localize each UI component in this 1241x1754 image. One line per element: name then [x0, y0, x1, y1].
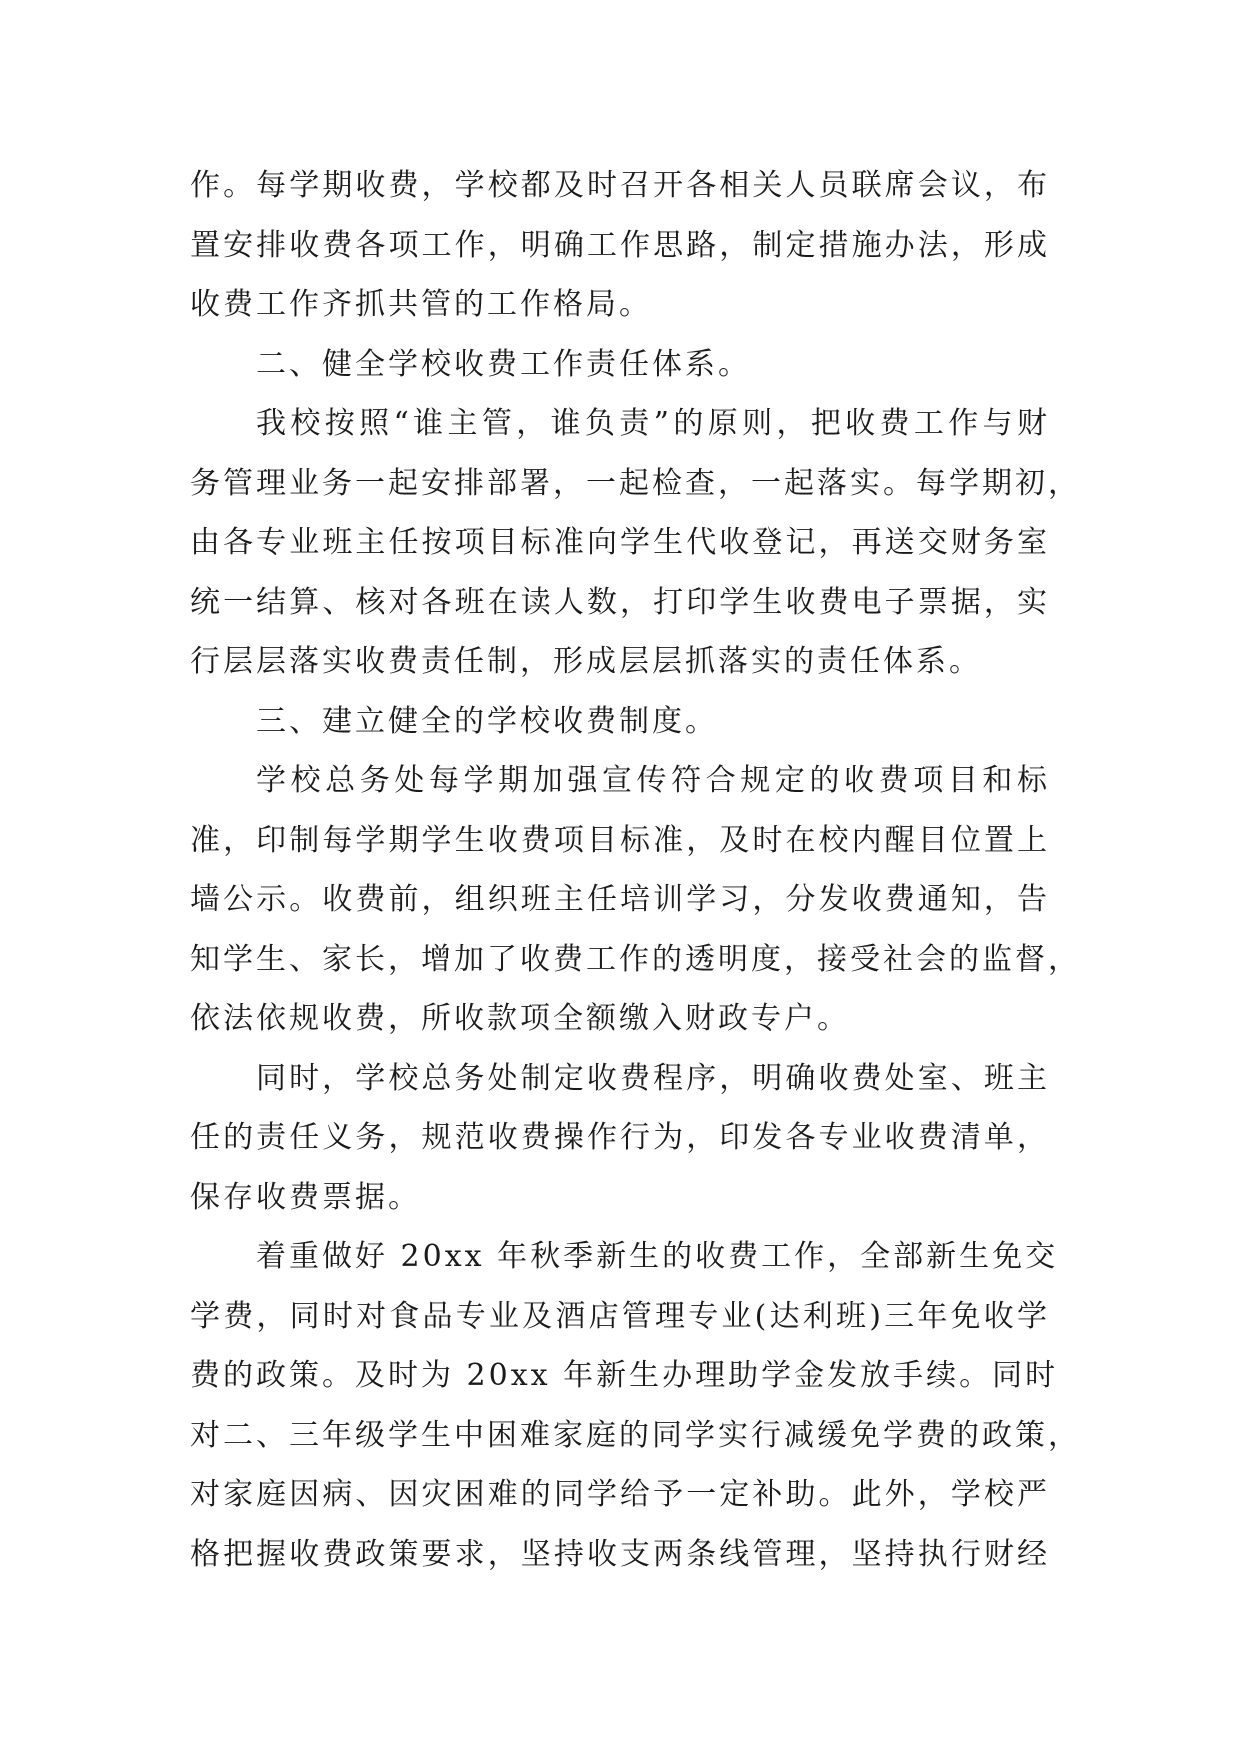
text-line: 学校总务处每学期加强宣传符合规定的收费项目和标 — [256, 763, 1050, 798]
text-line: 学费，同时对食品专业及酒店管理专业(达利班)三年免收学 — [190, 1298, 1050, 1334]
text-line: 保存收费票据。 — [190, 1179, 421, 1215]
text-line: 置安排收费各项工作，明确工作思路，制定措施办法，形成 — [190, 227, 1050, 263]
text-line: 同时，学校总务处制定收费程序，明确收费处室、班主 — [256, 1060, 1050, 1096]
text-line: 收费工作齐抓共管的工作格局。 — [190, 287, 652, 322]
text-line: 统一结算、核对各班在读人数，打印学生收费电子票据，实 — [190, 584, 1050, 620]
paragraph — [190, 751, 1081, 1049]
text-line: 对二、三年级学生中困难家庭的同学实行减缓免学费的政策， — [190, 1417, 1081, 1453]
text-line: 任的责任义务，规范收费操作行为，印发各专业收费清单， — [190, 1120, 1050, 1155]
paragraph — [190, 692, 1050, 752]
paragraph — [190, 156, 1050, 335]
text-line: 准，印制每学期学生收费项目标准，及时在校内醒目位置上 — [190, 822, 1050, 858]
paragraph — [190, 1227, 1081, 1584]
text-line: 依法依规收费，所收款项全额缴入财政专户。 — [190, 1001, 850, 1036]
text-line: 务管理业务一起安排部署，一起检查，一起落实。每学期初， — [190, 465, 1081, 501]
paragraph — [190, 394, 1081, 692]
text-line: 由各专业班主任按项目标准向学生代收登记，再送交财务室 — [190, 525, 1050, 560]
text-line: 对家庭因病、因灾困难的同学给予一定补助。此外，学校严 — [190, 1477, 1050, 1512]
text-line: 三、建立健全的学校收费制度。 — [256, 703, 718, 739]
text-line: 行层层落实收费责任制，形成层层抓落实的责任体系。 — [190, 644, 982, 679]
text-line: 墙公示。收费前，组织班主任培训学习，分发收费通知，告 — [190, 882, 1050, 917]
text-line: 费的政策。及时为 20xx 年新生办理助学金发放手续。同时 — [190, 1358, 1059, 1393]
text-line: 我校按照“谁主管，谁负责”的原则，把收费工作与财 — [256, 406, 1050, 441]
text-line: 作。每学期收费，学校都及时召开各相关人员联席会议，布 — [190, 168, 1050, 203]
text-line: 着重做好 20xx 年秋季新生的收费工作，全部新生免交 — [256, 1239, 1059, 1274]
text-line: 二、健全学校收费工作责任体系。 — [256, 346, 751, 382]
text-line: 知学生、家长，增加了收费工作的透明度，接受社会的监督， — [190, 941, 1081, 977]
text-line: 格把握收费政策要求，坚持收支两条线管理，坚持执行财经 — [190, 1536, 1050, 1572]
document-body — [190, 156, 1081, 1584]
paragraph — [190, 335, 1050, 395]
paragraph — [190, 1049, 1050, 1228]
